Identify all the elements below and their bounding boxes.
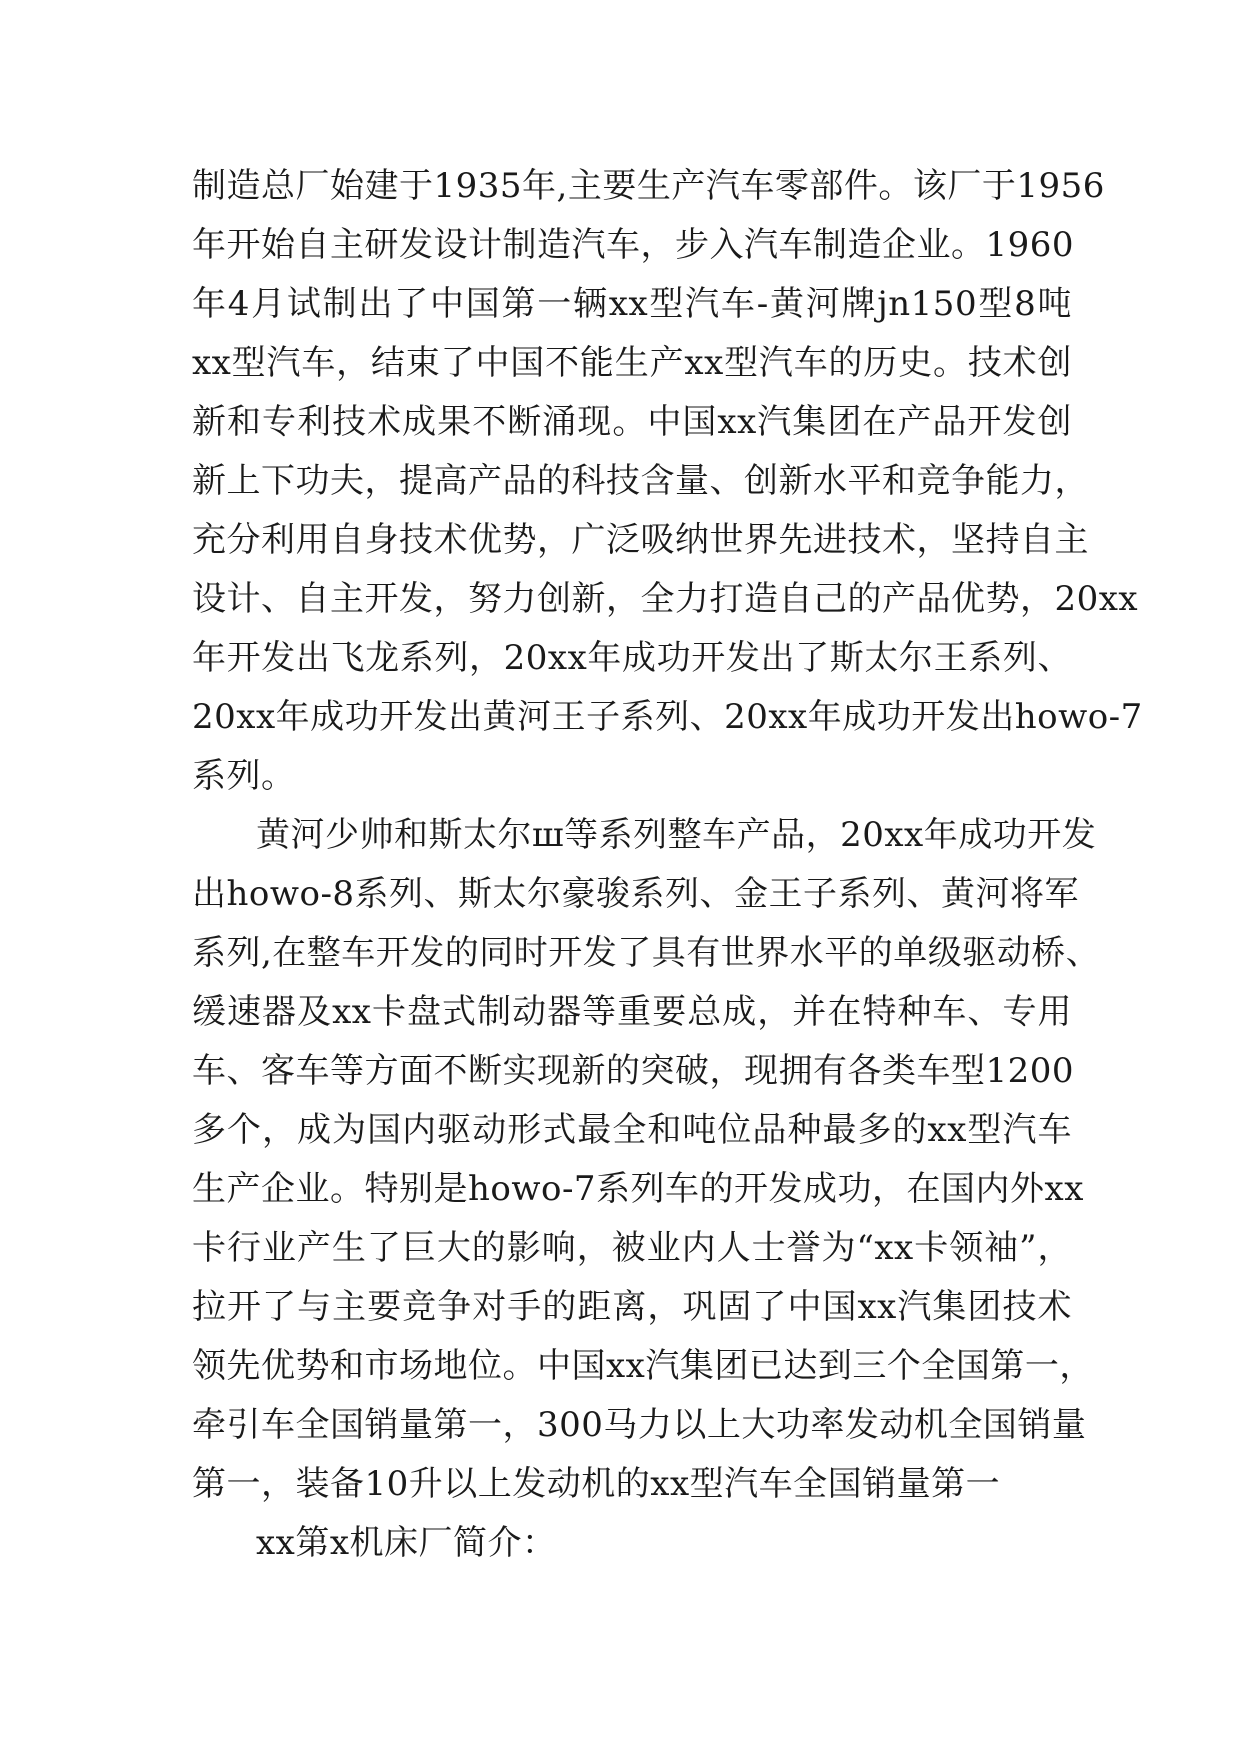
text-line: 车、客车等方面不断实现新的突破，现拥有各类车型1200 <box>192 1051 1075 1091</box>
text-line: 制造总厂始建于1935年,主要生产汽车零部件。该厂于1956 <box>192 166 1105 206</box>
text-line: 年4月试制出了中国第一辆xx型汽车-黄河牌jn150型8吨 <box>192 284 1072 324</box>
text-line: 新和专利技术成果不断涌现。中国xx汽集团在产品开发创 <box>192 402 1072 442</box>
text-line: 新上下功夫，提高产品的科技含量、创新水平和竞争能力， <box>192 461 1089 501</box>
text-line: 黄河少帅和斯太尔ш等系列整车产品，20xx年成功开发 <box>256 815 1097 855</box>
body-text <box>192 157 1143 1573</box>
text-line: 领先优势和市场地位。中国xx汽集团已达到三个全国第一， <box>192 1346 1094 1386</box>
text-line: xx型汽车，结束了中国不能生产xx型汽车的历史。技术创 <box>192 343 1072 383</box>
text-line: 出howo-8系列、斯太尔豪骏系列、金王子系列、黄河将军 <box>192 874 1080 914</box>
text-line: 拉开了与主要竞争对手的距离，巩固了中国xx汽集团技术 <box>192 1287 1072 1327</box>
text-line: 充分利用自身技术优势，广泛吸纳世界先进技术，坚持自主 <box>192 520 1089 560</box>
text-line: 卡行业产生了巨大的影响，被业内人士誉为“xx卡领袖”， <box>192 1228 1072 1268</box>
text-line: 缓速器及xx卡盘式制动器等重要总成，并在特种车、专用 <box>192 992 1072 1032</box>
text-line: 生产企业。特别是howo-7系列车的开发成功，在国内外xx <box>192 1169 1084 1209</box>
text-line: 系列。 <box>192 756 296 796</box>
text-line: 系列,在整车开发的同时开发了具有世界水平的单级驱动桥、 <box>192 933 1101 973</box>
text-line: 第一，装备10升以上发动机的xx型汽车全国销量第一 <box>192 1464 1001 1504</box>
text-line: 多个，成为国内驱动形式最全和吨位品种最多的xx型汽车 <box>192 1110 1072 1150</box>
section-heading: xx第x机床厂简介： <box>256 1523 557 1563</box>
text-line: 20xx年成功开发出黄河王子系列、20xx年成功开发出howo-7 <box>192 697 1143 737</box>
text-line: 年开发出飞龙系列，20xx年成功开发出了斯太尔王系列、 <box>192 638 1072 678</box>
text-line: 年开始自主研发设计制造汽车，步入汽车制造企业。1960 <box>192 225 1075 265</box>
text-line: 牵引车全国销量第一，300马力以上大功率发动机全国销量 <box>192 1405 1087 1445</box>
text-line: 设计、自主开发，努力创新，全力打造自己的产品优势，20xx <box>192 579 1139 619</box>
